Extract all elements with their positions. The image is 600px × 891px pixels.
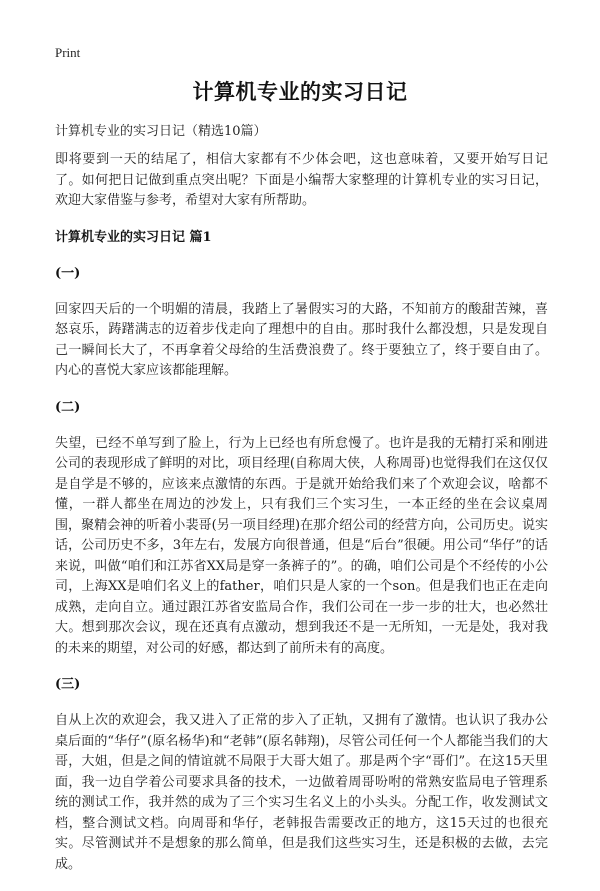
article-body [55, 150, 548, 891]
part-paragraph-2: 失望，已经不单写到了脸上，行为上已经也有所怠慢了。也许是我的无精打采和刚进公司的表现形成了鲜明的对比，项目经理(自称周大侠，人称周哥)也觉得我们在这仅仅是自学是不够的，应该来点激情的东西。于是就开始给我们来了个欢迎会议，啥都不懂，一群人都坐在周边的沙发上，只有我们三个实习生，一本正经的坐在会议桌周围，聚精会神的听着小裴哥(另一项目经理)在那介绍公司的经营方向，公司历史。说实话，公司历史不多，3年左右，发展方向很普通，但是“后台”很硬。用公司“华仔”的话来说，叫做“咱们和江苏省XX局是穿一条裤子的”。的确，咱们公司是个不经传的小公司，上海XX是咱们名义上的father，咱们只是人家的一个son。但是我们也正在走向成熟，走向自立。通过跟江苏省安监局合作，我们公司在一步一步的壮大，也必然壮大。想到那次会议，现在还真有点激动，想到我还不是一无所知，一无是处，我对我的未来的期望，对公司的好感，都达到了前所未有的高度。 [55, 435, 548, 656]
section-heading: 计算机专业的实习日记 篇1 [55, 229, 212, 245]
part-label-1: (一) [55, 265, 81, 281]
part-label-2: (二) [55, 399, 81, 415]
part-paragraph-1: 回家四天后的一个明媚的清晨，我踏上了暑假实习的大路，不知前方的酸甜苦辣，喜怒哀乐，踌躇满志的迈着步伐走向了理想中的自由。那时我什么都没想，只是发现自己一瞬间长大了，不再拿着父母给的生活费浪费了。终于要独立了，终于要自由了。内心的喜悦大家应该都能理解。 [55, 301, 548, 378]
page-title: 计算机专业的实习日记 [192, 80, 408, 104]
part-paragraph-3: 自从上次的欢迎会，我又进入了正常的步入了正轨，又拥有了激情。也认识了我办公桌后面的“华仔”(原名杨华)和“老韩”(原名韩翔)，尽管公司任何一个人都能当我们的大哥，大姐，但是之间的情谊就不局限于大哥大姐了。那是两个字“哥们”。在这15天里面，我一边自学着公司要求具备的技术，一边做着周哥吩咐的常熟安监局电子管理系统的测试工作，我并然的成为了三个实习生名义上的小头头。分配工作，收发测试文档，整合测试文档。向周哥和华仔，老韩报告需要改正的地方，这15天过的也很充实。尽管测试并不是想象的那么简单，但是我们这些实习生，还是积极的去做，去完成。 [55, 713, 548, 872]
print-link[interactable]: Print [55, 45, 81, 60]
part-label-3: (三) [55, 677, 81, 692]
page-subtitle: 计算机专业的实习日记（精选10篇） [55, 124, 267, 139]
intro-paragraph: 即将要到一天的结尾了，相信大家都有不少体会吧，这也意味着，又要开始写日记了。如何把日记做到重点突出呢？下面是小编帮大家整理的计算机专业的实习日记，欢迎大家借鉴与参考，希望对大家有所帮助。 [55, 152, 548, 208]
